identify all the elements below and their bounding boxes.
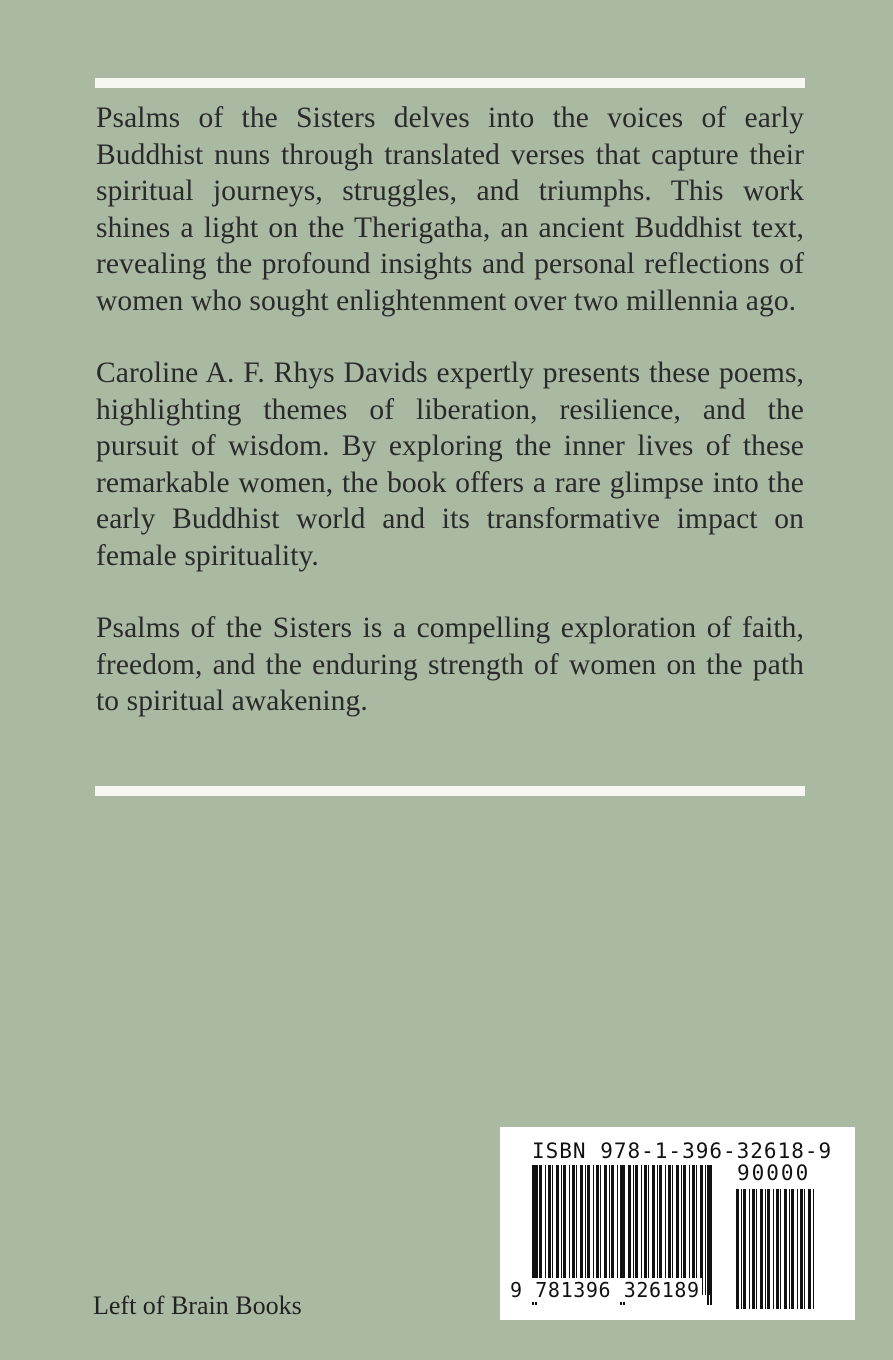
- barcode-bar: [537, 1165, 538, 1295]
- blurb-paragraph-1: Psalms of the Sisters delves into the voices of early Buddhist nuns through translated verses that capture their spiritual journeys, struggles, and triumphs. This work shines a light on the Therigatha, an ancient Buddhist text, revealing the profound insights and personal reflections of women who sought enlightenment over two millennia ago.: [96, 102, 804, 317]
- barcode-bar: [749, 1189, 750, 1309]
- barcode-bar: [659, 1165, 662, 1295]
- barcode-bar: [644, 1165, 647, 1295]
- barcode-bar: [617, 1165, 618, 1295]
- top-divider: [95, 78, 805, 88]
- barcode-bar: [609, 1165, 610, 1295]
- barcode-bar: [576, 1165, 577, 1295]
- barcode-bar: [604, 1165, 607, 1295]
- barcode-bar: [696, 1165, 697, 1295]
- barcode-bar: [804, 1189, 805, 1309]
- barcode-bar: [756, 1189, 757, 1309]
- barcode-bar: [563, 1165, 566, 1295]
- barcode-panel: [500, 1127, 855, 1320]
- ean-digits: 9 781396 326189: [510, 1278, 700, 1302]
- barcode-bar: [600, 1165, 601, 1295]
- barcode-bar: [539, 1165, 542, 1295]
- barcode-bar: [791, 1189, 794, 1309]
- barcode-bar: [789, 1189, 790, 1309]
- barcode-bar: [681, 1165, 682, 1295]
- barcode-bar: [585, 1165, 586, 1295]
- barcode-bar: [760, 1189, 763, 1309]
- barcode-bar: [611, 1165, 614, 1295]
- barcode-bar: [665, 1165, 666, 1295]
- barcode-bar: [736, 1189, 739, 1309]
- blurb: [96, 100, 804, 720]
- barcode-bar: [743, 1189, 746, 1309]
- blurb-paragraph-3: Psalms of the Sisters is a compelling exploration of faith, freedom, and the enduring strength of women on the path to spiritual awakening.: [96, 612, 804, 717]
- barcode-bar: [683, 1165, 686, 1295]
- blurb-paragraph-2: Caroline A. F. Rhys Davids expertly presents these poems, highlighting themes of liberation, resilience, and the pursuit of wisdom. By exploring the inner lives of these remarkable women, the book offers a rare glimpse into the early Buddhist world and its transformative impact on female spirituality.: [96, 357, 804, 572]
- barcode-bar: [752, 1189, 755, 1309]
- barcode-bar: [561, 1165, 562, 1295]
- barcode-bar: [705, 1165, 706, 1295]
- barcode-bar: [545, 1165, 546, 1295]
- barcode-bar: [596, 1165, 599, 1295]
- barcode-bar: [813, 1189, 814, 1309]
- barcode-bar: [741, 1189, 742, 1309]
- barcode-bar: [652, 1165, 655, 1295]
- isbn-label: ISBN 978-1-396-32618-9: [532, 1139, 833, 1163]
- barcode-bar: [641, 1165, 642, 1295]
- price-addon-label: 90000: [737, 1161, 811, 1185]
- publisher-name: Left of Brain Books: [93, 1291, 302, 1320]
- barcode-bar: [548, 1165, 551, 1295]
- barcode-guard-bar: [710, 1165, 712, 1305]
- barcode-bar: [800, 1189, 803, 1309]
- barcode-bar: [780, 1189, 781, 1309]
- barcode-bar: [672, 1165, 673, 1295]
- barcode-bar: [635, 1165, 638, 1295]
- barcode-bar: [633, 1165, 634, 1295]
- barcode-bar: [765, 1189, 766, 1309]
- bottom-divider: [95, 786, 805, 796]
- barcode-bar: [700, 1165, 703, 1295]
- barcode-bar: [797, 1189, 798, 1309]
- barcode-bar: [692, 1165, 695, 1295]
- barcode-bar: [657, 1165, 658, 1295]
- barcode-bar: [676, 1165, 679, 1295]
- barcode-bar: [580, 1165, 583, 1295]
- barcode-bar: [689, 1165, 690, 1295]
- barcode-bar: [572, 1165, 575, 1295]
- barcode-bar: [767, 1189, 770, 1309]
- barcode-bar: [587, 1165, 590, 1295]
- barcode-bar: [648, 1165, 649, 1295]
- barcode-bar: [776, 1189, 779, 1309]
- barcode-bar: [569, 1165, 570, 1295]
- barcode-bar: [556, 1165, 559, 1295]
- barcode-guard-bar: [707, 1165, 709, 1305]
- barcode-bar: [552, 1165, 553, 1295]
- barcode-bar: [784, 1189, 787, 1309]
- barcode-bar: [668, 1165, 671, 1295]
- barcode-bar: [628, 1165, 631, 1295]
- barcode-bar: [593, 1165, 594, 1295]
- barcode-bar: [773, 1189, 774, 1309]
- barcode-bar: [808, 1189, 811, 1309]
